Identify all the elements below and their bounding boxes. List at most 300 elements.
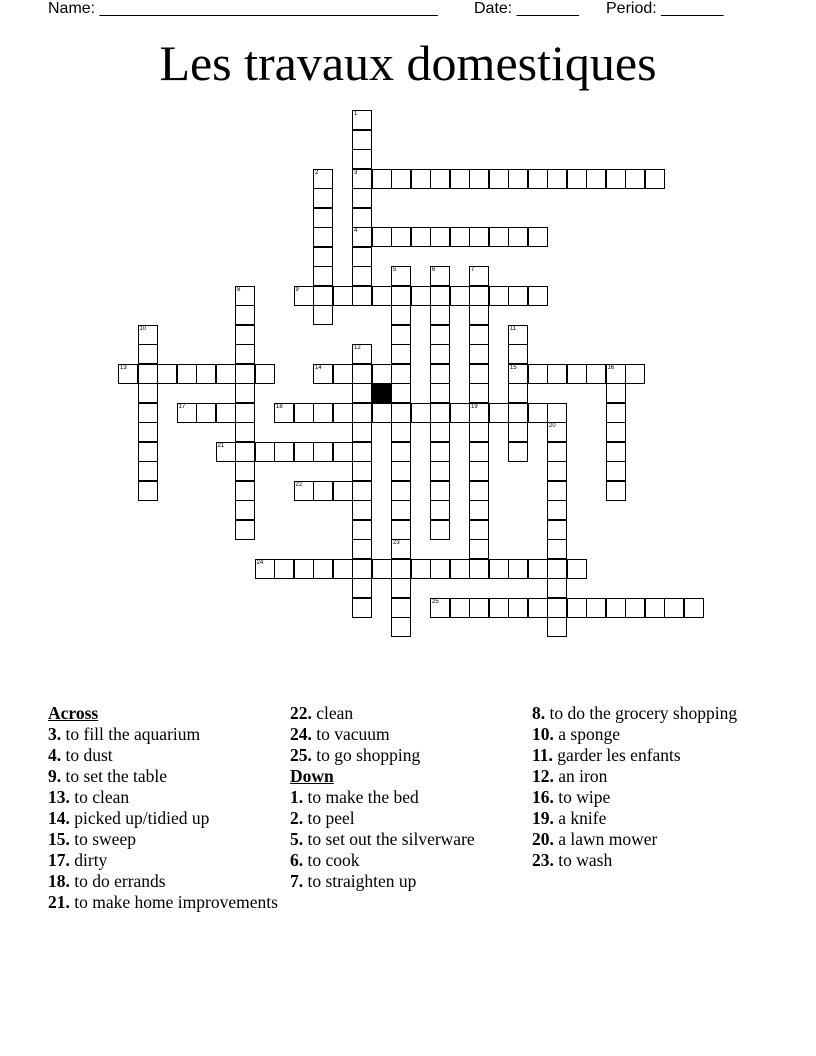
grid-cell[interactable] [372, 403, 392, 423]
clue-item [48, 850, 283, 871]
clue-number: 15 [510, 364, 517, 371]
clue-item-text: to clean [69, 787, 130, 807]
clue-number: 25 [432, 598, 439, 605]
clue-item [290, 850, 525, 871]
grid-cell[interactable] [235, 286, 255, 306]
grid-cell[interactable] [313, 286, 333, 306]
grid-cell[interactable] [391, 325, 411, 345]
grid-cell[interactable] [372, 364, 392, 384]
grid-cell[interactable] [294, 559, 314, 579]
clue-item [532, 724, 767, 745]
grid-cell[interactable] [528, 403, 548, 423]
grid-cell[interactable] [352, 344, 372, 364]
grid-cell[interactable] [528, 227, 548, 247]
clue-column-2 [290, 703, 525, 892]
grid-cell[interactable] [547, 422, 567, 442]
grid-cell[interactable] [352, 461, 372, 481]
clue-number: 8 [237, 286, 241, 293]
grid-cell[interactable] [489, 286, 509, 306]
grid-cell[interactable] [606, 422, 626, 442]
grid-cell[interactable] [391, 403, 411, 423]
clue-item [532, 745, 767, 766]
grid-cell[interactable] [313, 559, 333, 579]
grid-cell[interactable] [430, 344, 450, 364]
clue-item-number: 3. [48, 724, 62, 744]
grid-cell[interactable] [313, 169, 333, 189]
grid-cell[interactable] [235, 481, 255, 501]
grid-cell[interactable] [138, 383, 158, 403]
grid-cell[interactable] [508, 364, 528, 384]
grid-cell[interactable] [313, 188, 333, 208]
clue-number: 22 [295, 481, 303, 488]
clue-item-text: to fill the aquarium [61, 724, 201, 744]
grid-cell[interactable] [547, 559, 567, 579]
clue-item-text: picked up/tidied up [69, 808, 210, 828]
clue-number: 3 [354, 169, 358, 176]
grid-cell[interactable] [352, 227, 372, 247]
clue-item [532, 703, 767, 724]
grid-cell[interactable] [333, 364, 353, 384]
clue-item-text: garder les enfants [552, 745, 681, 765]
clue-item [48, 724, 283, 745]
grid-cell[interactable] [177, 403, 197, 423]
clue-number: 21 [217, 442, 225, 449]
grid-cell[interactable] [352, 364, 372, 384]
grid-cell[interactable] [430, 598, 450, 618]
grid-cell[interactable] [430, 364, 450, 384]
grid-cell[interactable] [606, 598, 626, 618]
grid-cell[interactable] [138, 442, 158, 462]
grid-cell[interactable] [138, 422, 158, 442]
grid-cell[interactable] [684, 598, 704, 618]
grid-cell[interactable] [469, 481, 489, 501]
grid-cell[interactable] [411, 403, 431, 423]
grid-cell[interactable] [508, 227, 528, 247]
grid-cell[interactable] [235, 422, 255, 442]
grid-cell[interactable] [391, 169, 411, 189]
grid-cell[interactable] [138, 403, 158, 423]
clue-number: 1 [354, 111, 358, 117]
grid-cell[interactable] [352, 403, 372, 423]
grid-cell[interactable] [450, 598, 470, 618]
grid-cell[interactable] [469, 286, 489, 306]
grid-cell[interactable] [274, 403, 294, 423]
grid-cell[interactable] [547, 169, 567, 189]
name-field[interactable]: Name: ______________________________________ [48, 0, 438, 17]
grid-cell[interactable] [391, 344, 411, 364]
grid-cell[interactable] [508, 383, 528, 403]
grid-cell[interactable] [469, 266, 489, 286]
clue-item-text: to go shopping [311, 745, 421, 765]
grid-cell[interactable] [352, 481, 372, 501]
grid-cell[interactable] [430, 422, 450, 442]
clue-item [532, 808, 767, 829]
grid-cell[interactable] [469, 305, 489, 325]
clue-item-number: 23. [532, 850, 554, 870]
grid-cell[interactable] [430, 481, 450, 501]
grid-cell[interactable] [508, 598, 528, 618]
grid-cell[interactable] [489, 559, 509, 579]
grid-cell[interactable] [586, 169, 606, 189]
grid-cell[interactable] [352, 500, 372, 520]
grid-cell[interactable] [313, 442, 333, 462]
grid-cell[interactable] [645, 598, 665, 618]
grid-cell[interactable] [469, 403, 489, 423]
grid-cell[interactable] [567, 364, 587, 384]
date-field[interactable]: Date: _______ [474, 0, 579, 17]
grid-cell[interactable] [391, 266, 411, 286]
clue-item-text: to dust [61, 745, 113, 765]
grid-cell[interactable] [586, 364, 606, 384]
grid-cell[interactable] [430, 403, 450, 423]
clue-item-text: a lawn mower [553, 829, 658, 849]
clue-item-number: 18. [48, 871, 70, 891]
grid-cell[interactable] [547, 578, 567, 598]
grid-cell[interactable] [372, 559, 392, 579]
grid-cell[interactable] [489, 403, 509, 423]
grid-cell[interactable] [391, 539, 411, 559]
grid-cell[interactable] [372, 169, 392, 189]
grid-cell[interactable] [352, 130, 372, 150]
grid-cell[interactable] [352, 422, 372, 442]
grid-cell[interactable] [508, 442, 528, 462]
clue-number: 10 [139, 325, 147, 332]
grid-cell[interactable] [625, 364, 645, 384]
grid-cell[interactable] [352, 110, 372, 130]
grid-cell[interactable] [469, 422, 489, 442]
grid-cell[interactable] [567, 169, 587, 189]
grid-cell[interactable] [177, 364, 197, 384]
grid-cell[interactable] [138, 344, 158, 364]
clue-item-number: 22. [290, 703, 312, 723]
clue-item-text: to vacuum [311, 724, 390, 744]
clue-number: 23 [393, 540, 400, 546]
grid-cell[interactable] [391, 598, 411, 618]
grid-cell[interactable] [313, 266, 333, 286]
grid-cell[interactable] [391, 461, 411, 481]
grid-cell[interactable] [118, 364, 138, 384]
grid-cell[interactable] [450, 286, 470, 306]
clue-number: 24 [256, 559, 264, 566]
grid-cell[interactable] [430, 461, 450, 481]
grid-cell[interactable] [391, 227, 411, 247]
clue-item-number: 24. [290, 724, 312, 744]
grid-cell[interactable] [430, 305, 450, 325]
grid-cell[interactable] [430, 520, 450, 540]
grid-cell[interactable] [255, 442, 275, 462]
clue-item-number: 21. [48, 892, 70, 912]
clue-item-text: clean [311, 703, 354, 723]
clue-item [290, 829, 525, 850]
clue-item-text: to cook [303, 850, 360, 870]
clue-item-text: dirty [69, 850, 108, 870]
grid-cell[interactable] [391, 578, 411, 598]
clue-item [48, 787, 283, 808]
grid-cell[interactable] [547, 500, 567, 520]
clue-item-number: 7. [290, 871, 304, 891]
clue-number: 20 [549, 423, 556, 429]
grid-cell[interactable] [469, 344, 489, 364]
grid-cell[interactable] [313, 364, 333, 384]
grid-cell[interactable] [138, 325, 158, 345]
grid-cell[interactable] [313, 227, 333, 247]
grid-cell[interactable] [216, 364, 236, 384]
clue-item [290, 724, 525, 745]
clue-item-number: 19. [532, 808, 554, 828]
clue-item-text: to peel [303, 808, 355, 828]
grid-cell[interactable] [567, 559, 587, 579]
grid-cell[interactable] [469, 383, 489, 403]
grid-cell[interactable] [606, 461, 626, 481]
clue-item [48, 829, 283, 850]
grid-cell[interactable] [411, 169, 431, 189]
grid-cell[interactable] [352, 539, 372, 559]
grid-cell[interactable] [352, 149, 372, 169]
grid-cell[interactable] [391, 617, 411, 637]
clue-item-number: 25. [290, 745, 312, 765]
grid-cell[interactable] [469, 520, 489, 540]
grid-cell[interactable] [547, 461, 567, 481]
grid-cell[interactable] [333, 559, 353, 579]
grid-cell[interactable] [469, 227, 489, 247]
grid-cell[interactable] [469, 442, 489, 462]
grid-cell[interactable] [430, 559, 450, 579]
grid-cell[interactable] [372, 286, 392, 306]
grid-cell[interactable] [528, 598, 548, 618]
grid-cell[interactable] [528, 286, 548, 306]
grid-cell[interactable] [508, 559, 528, 579]
grid-cell[interactable] [333, 286, 353, 306]
clue-item-text: to do errands [69, 871, 166, 891]
grid-cell[interactable] [352, 442, 372, 462]
clue-number: 5 [393, 267, 397, 273]
grid-cell[interactable] [235, 500, 255, 520]
grid-cell[interactable] [528, 169, 548, 189]
grid-cell[interactable] [352, 578, 372, 598]
clue-item [290, 745, 525, 766]
period-field[interactable]: Period: _______ [606, 0, 724, 17]
grid-cell[interactable] [469, 169, 489, 189]
grid-cell[interactable] [255, 559, 275, 579]
grid-cell[interactable] [645, 169, 665, 189]
grid-cell[interactable] [196, 403, 216, 423]
grid-cell[interactable] [333, 481, 353, 501]
grid-cell[interactable] [606, 481, 626, 501]
grid-cell[interactable] [411, 286, 431, 306]
grid-cell[interactable] [430, 227, 450, 247]
grid-cell[interactable] [274, 559, 294, 579]
clue-item-number: 20. [532, 829, 554, 849]
grid-cell[interactable] [508, 286, 528, 306]
grid-cell[interactable] [333, 403, 353, 423]
grid-cell[interactable] [216, 442, 236, 462]
grid-cell[interactable] [430, 169, 450, 189]
grid-cell[interactable] [294, 286, 314, 306]
grid-cell[interactable] [138, 461, 158, 481]
grid-cell[interactable] [313, 403, 333, 423]
grid-cell[interactable] [606, 403, 626, 423]
clue-item-number: 12. [532, 766, 554, 786]
grid-cell[interactable] [625, 169, 645, 189]
grid-cell[interactable] [235, 383, 255, 403]
grid-cell[interactable] [352, 559, 372, 579]
grid-cell[interactable] [450, 403, 470, 423]
grid-cell[interactable] [313, 481, 333, 501]
grid-cell[interactable] [664, 598, 684, 618]
grid-cell[interactable] [547, 539, 567, 559]
grid-cell[interactable] [391, 286, 411, 306]
clue-column-3 [532, 703, 767, 871]
grid-cell[interactable] [391, 364, 411, 384]
grid-cell[interactable] [235, 442, 255, 462]
clue-item-number: 4. [48, 745, 62, 765]
grid-cell[interactable] [547, 598, 567, 618]
grid-cell[interactable] [372, 227, 392, 247]
grid-cell[interactable] [430, 442, 450, 462]
grid-cell[interactable] [469, 539, 489, 559]
grid-cell[interactable] [294, 442, 314, 462]
grid-cell[interactable] [352, 520, 372, 540]
grid-cell[interactable] [508, 325, 528, 345]
grid-cell[interactable] [196, 364, 216, 384]
clue-item-text: to straighten up [303, 871, 417, 891]
grid-cell[interactable] [508, 169, 528, 189]
grid-cell[interactable] [352, 169, 372, 189]
grid-cell[interactable] [352, 188, 372, 208]
grid-cell[interactable] [313, 305, 333, 325]
grid-cell[interactable] [352, 383, 372, 403]
clue-number: 11 [510, 325, 517, 332]
grid-cell[interactable] [391, 422, 411, 442]
grid-cell[interactable] [586, 598, 606, 618]
grid-cell[interactable] [411, 227, 431, 247]
grid-cell[interactable] [547, 364, 567, 384]
clue-item [532, 850, 767, 871]
grid-cell[interactable] [606, 442, 626, 462]
clue-item-number: 1. [290, 787, 304, 807]
grid-cell[interactable] [450, 559, 470, 579]
grid-cell[interactable] [430, 266, 450, 286]
black-cell [372, 383, 392, 403]
clue-item-text: to wipe [553, 787, 611, 807]
grid-cell[interactable] [274, 442, 294, 462]
grid-cell[interactable] [255, 364, 275, 384]
grid-cell[interactable] [508, 403, 528, 423]
grid-cell[interactable] [450, 227, 470, 247]
clue-item [532, 787, 767, 808]
grid-cell[interactable] [411, 559, 431, 579]
grid-cell[interactable] [391, 559, 411, 579]
grid-cell[interactable] [333, 442, 353, 462]
grid-cell[interactable] [391, 383, 411, 403]
grid-cell[interactable] [391, 442, 411, 462]
grid-cell[interactable] [430, 286, 450, 306]
grid-cell[interactable] [235, 520, 255, 540]
grid-cell[interactable] [606, 364, 626, 384]
clue-number: 12 [354, 345, 361, 351]
clue-item-text: a knife [553, 808, 607, 828]
grid-cell[interactable] [489, 169, 509, 189]
grid-cell[interactable] [391, 500, 411, 520]
grid-cell[interactable] [352, 208, 372, 228]
grid-cell[interactable] [625, 598, 645, 618]
grid-cell[interactable] [469, 364, 489, 384]
grid-cell[interactable] [391, 305, 411, 325]
grid-cell[interactable] [528, 364, 548, 384]
grid-cell[interactable] [547, 403, 567, 423]
grid-cell[interactable] [450, 169, 470, 189]
clue-item [532, 829, 767, 850]
grid-cell[interactable] [235, 305, 255, 325]
grid-cell[interactable] [235, 325, 255, 345]
grid-cell[interactable] [430, 500, 450, 520]
grid-cell[interactable] [352, 247, 372, 267]
grid-cell[interactable] [606, 383, 626, 403]
clue-item [48, 745, 283, 766]
grid-cell[interactable] [138, 481, 158, 501]
grid-cell[interactable] [313, 208, 333, 228]
clue-item [48, 871, 283, 892]
grid-cell[interactable] [508, 344, 528, 364]
grid-cell[interactable] [430, 383, 450, 403]
grid-cell[interactable] [352, 266, 372, 286]
grid-cell[interactable] [235, 344, 255, 364]
grid-cell[interactable] [235, 364, 255, 384]
clue-item-number: 9. [48, 766, 62, 786]
clue-item [532, 766, 767, 787]
grid-cell[interactable] [391, 481, 411, 501]
clue-item-text: to set out the silverware [303, 829, 475, 849]
clue-item [48, 766, 283, 787]
grid-cell[interactable] [469, 559, 489, 579]
grid-cell[interactable] [489, 598, 509, 618]
grid-cell[interactable] [391, 520, 411, 540]
grid-cell[interactable] [469, 461, 489, 481]
grid-cell[interactable] [138, 364, 158, 384]
grid-cell[interactable] [469, 325, 489, 345]
grid-cell[interactable] [469, 500, 489, 520]
clue-number: 7 [471, 267, 475, 273]
grid-cell[interactable] [235, 403, 255, 423]
grid-cell[interactable] [547, 442, 567, 462]
grid-cell[interactable] [606, 169, 626, 189]
grid-cell[interactable] [235, 461, 255, 481]
grid-cell[interactable] [352, 598, 372, 618]
grid-cell[interactable] [489, 227, 509, 247]
clue-number: 9 [295, 286, 299, 293]
grid-cell[interactable] [567, 598, 587, 618]
grid-cell[interactable] [294, 481, 314, 501]
clue-item-number: 5. [290, 829, 304, 849]
clue-item-number: 2. [290, 808, 304, 828]
grid-cell[interactable] [430, 325, 450, 345]
grid-cell[interactable] [469, 598, 489, 618]
grid-cell[interactable] [216, 403, 236, 423]
grid-cell[interactable] [547, 617, 567, 637]
clue-item [48, 892, 283, 913]
grid-cell[interactable] [547, 520, 567, 540]
grid-cell[interactable] [352, 286, 372, 306]
grid-cell[interactable] [547, 481, 567, 501]
grid-cell[interactable] [294, 403, 314, 423]
grid-cell[interactable] [528, 559, 548, 579]
page-title: Les travaux domestiques [159, 35, 657, 91]
across-heading: Across [48, 703, 99, 723]
grid-cell[interactable] [157, 364, 177, 384]
clue-item-number: 14. [48, 808, 70, 828]
grid-cell[interactable] [508, 422, 528, 442]
grid-cell[interactable] [313, 247, 333, 267]
